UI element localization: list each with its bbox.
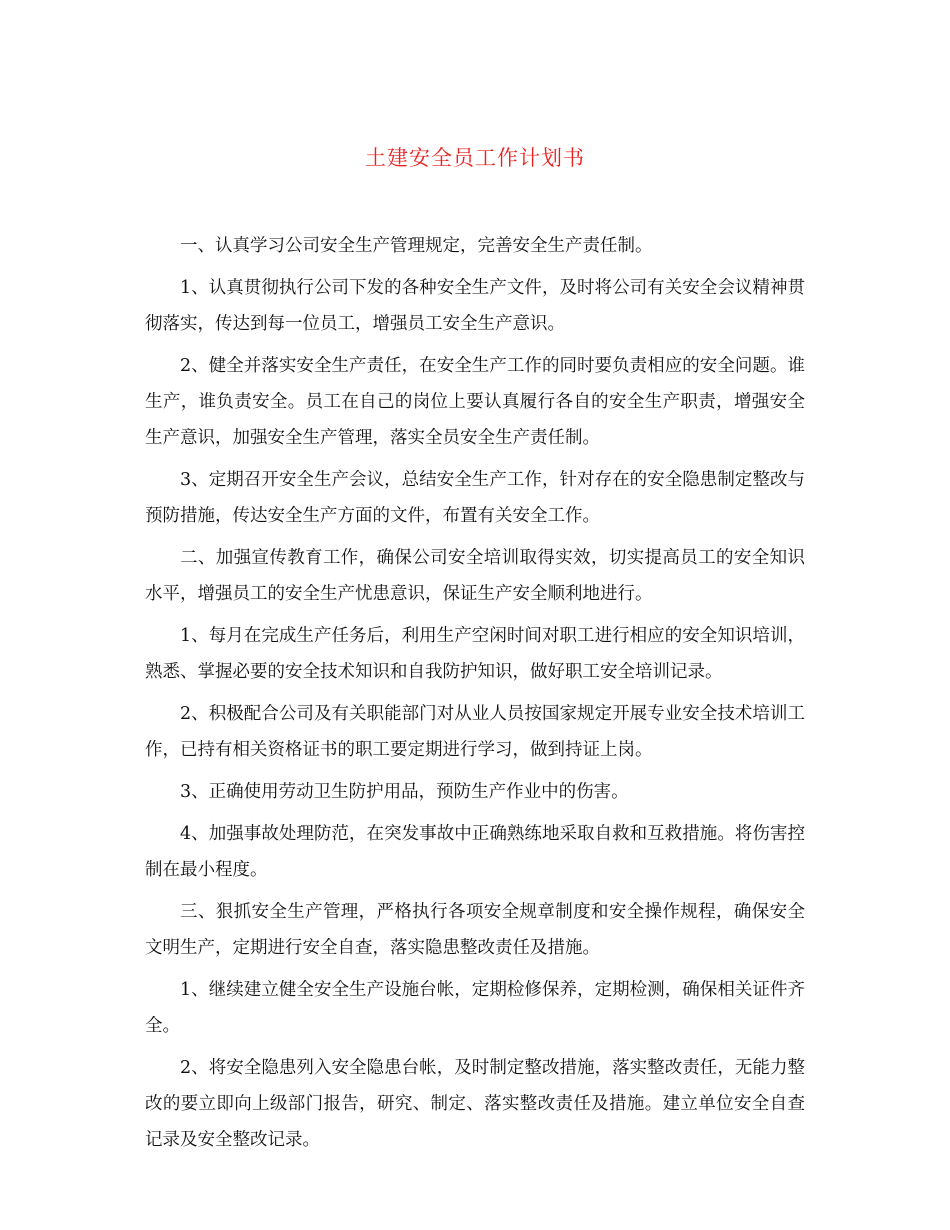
paragraph: 二、加强宣传教育工作，确保公司安全培训取得实效，切实提高员工的安全知识水平，增强员工的安全生产忧患意识，保证生产安全顺利地进行。 [145,548,805,604]
paragraph: 一、认真学习公司安全生产管理规定，完善安全生产责任制。 [180,236,653,256]
paragraph: 3、正确使用劳动卫生防护用品，预防生产作业中的伤害。 [180,782,629,802]
document-title: 土建安全员工作计划书 [365,146,585,170]
paragraph: 2、积极配合公司及有关职能部门对从业人员按国家规定开展专业安全技术培训工作，已持有相关资格证书的职工要定期进行学习，做到持证上岗。 [145,704,805,760]
paragraph: 2、健全并落实安全生产责任，在安全生产工作的同时要负责相应的安全问题。谁生产，谁负责安全。员工在自己的岗位上要认真履行各自的安全生产职责，增强安全生产意识，加强安全生产管理，落实全员安全生产责任制。 [145,356,805,448]
paragraph: 2、将安全隐患列入安全隐患台帐，及时制定整改措施，落实整改责任，无能力整改的要立即向上级部门报告，研究、制定、落实整改责任及措施。建立单位安全自查记录及安全整改记录。 [145,1058,805,1150]
paragraph: 3、定期召开安全生产会议，总结安全生产工作，针对存在的安全隐患制定整改与预防措施，传达安全生产方面的文件，布置有关安全工作。 [145,470,805,526]
document-body [145,228,805,1164]
paragraph: 1、每月在完成生产任务后，利用生产空闲时间对职工进行相应的安全知识培训，熟悉、掌握必要的安全技术知识和自我防护知识，做好职工安全培训记录。 [145,626,805,682]
paragraph: 1、继续建立健全安全生产设施台帐，定期检修保养，定期检测，确保相关证件齐全。 [145,980,805,1036]
paragraph: 4、加强事故处理防范，在突发事故中正确熟练地采取自救和互救措施。将伤害控制在最小程度。 [145,824,805,880]
paragraph: 1、认真贯彻执行公司下发的各种安全生产文件，及时将公司有关安全会议精神贯彻落实，传达到每一位员工，增强员工安全生产意识。 [145,278,805,334]
paragraph: 三、狠抓安全生产管理，严格执行各项安全规章制度和安全操作规程，确保安全文明生产，定期进行安全自查，落实隐患整改责任及措施。 [145,902,805,958]
